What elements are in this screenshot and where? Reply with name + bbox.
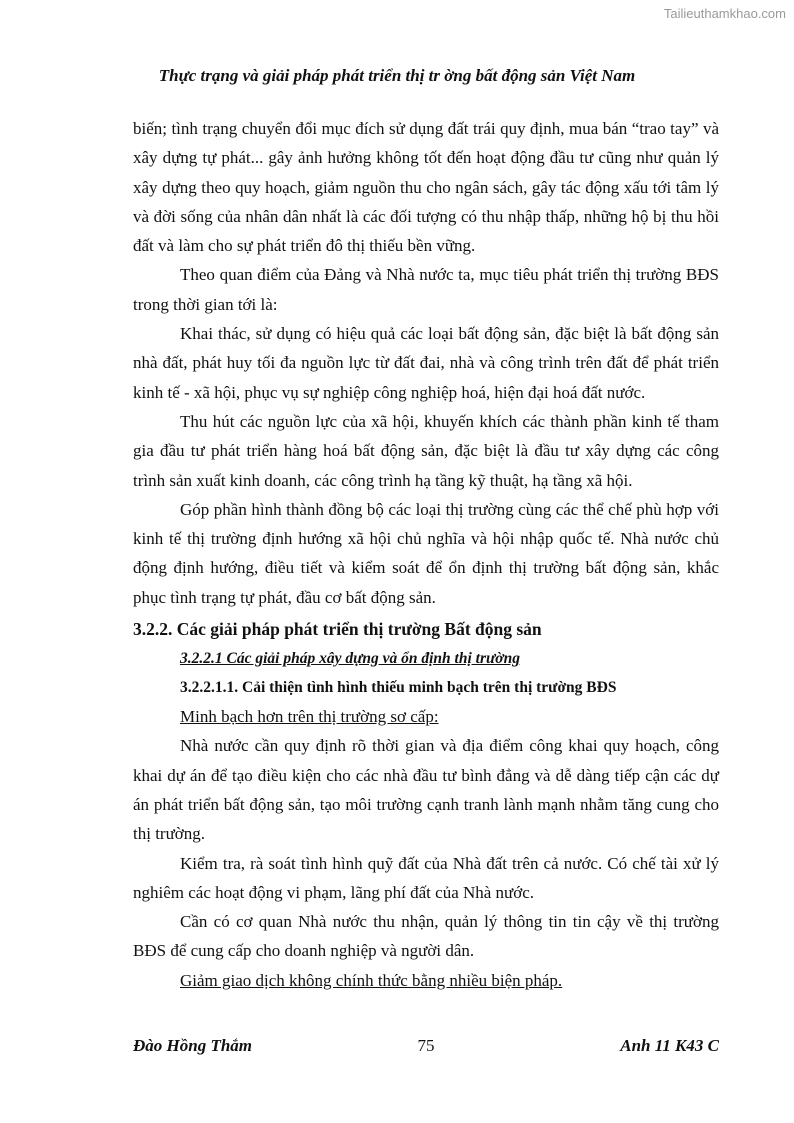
subheading-informal-transactions: Giảm giao dịch không chính thức bằng nhiều biện pháp.	[180, 970, 563, 990]
paragraph-7: Kiểm tra, rà soát tình hình quỹ đất của Nhà đất trên cả nước. Có chế tài xử lý nghiêm các hoạt động vi phạm, lãng phí đất của Nhà nước.	[133, 853, 719, 902]
page-number: 75	[417, 1036, 435, 1055]
subheading-primary-market: Minh bạch hơn trên thị trường sơ cấp:	[180, 707, 439, 727]
watermark: Tailieuthamkhao.com	[663, 6, 786, 21]
item-heading: 3.2.2.1.1. Cải thiện tình hình thiếu minh bạch trên thị trường BĐS	[180, 679, 617, 697]
paragraph-6: Nhà nước cần quy định rõ thời gian và địa điểm công khai quy hoạch, công khai dự án để tạo điều kiện cho các nhà đầu tư bình đẳng và dễ dàng tiếp cận các dự án phát triển bất động sản, tạo môi trường cạnh tranh lành mạnh nhằm tăng cung cho thị trường.	[133, 736, 719, 844]
footer-author: Đào Hồng Thắm	[133, 1036, 253, 1055]
section-heading: 3.2.2. Các giải pháp phát triển thị trường Bất động sản	[133, 619, 542, 640]
paragraph-4: Thu hút các nguồn lực của xã hội, khuyến khích các thành phần kinh tế tham gia đầu tư phát triển hàng hoá bất động sản, đặc biệt là đầu tư xây dựng các công trình sản xuất kinh doanh, các công trình hạ tầng kỹ thuật, hạ tầng xã hội.	[133, 411, 719, 490]
paragraph-2: Theo quan điểm của Đảng và Nhà nước ta, mục tiêu phát triển thị trường BĐS trong thời gian tới là:	[133, 265, 719, 314]
subsection-heading: 3.2.2.1 Các giải pháp xây dựng và ổn định thị trường	[180, 650, 520, 668]
paragraph-1: biến; tình trạng chuyển đổi mục đích sử dụng đất trái quy định, mua bán “trao tay” và xây dựng tự phát... gây ảnh hưởng không tốt đến hoạt động đầu tư cũng như quản lý xây dựng theo quy hoạch, giảm nguồn thu cho ngân sách, gây tác động xấu tới tâm lý và đời sống của nhân dân nhất là các đối tượng có thu nhập thấp, những hộ bị thu hồi đất và làm cho sự phát triển đô thị thiếu bền vững.	[133, 119, 719, 256]
paragraph-8: Cần có cơ quan Nhà nước thu nhận, quản lý thông tin tin cậy về thị trường BĐS để cung cấp cho doanh nghiệp và người dân.	[133, 912, 719, 961]
page-content	[133, 114, 719, 995]
footer-class: Anh 11 K43 C	[620, 1036, 719, 1055]
paragraph-3: Khai thác, sử dụng có hiệu quả các loại bất động sản, đặc biệt là bất động sản nhà đất, phát huy tối đa nguồn lực từ đất đai, nhà và công trình trên đất để phát triển kinh tế - xã hội, phục vụ sự nghiệp công nghiệp hoá, hiện đại hoá đất nước.	[133, 324, 719, 402]
paragraph-5: Góp phần hình thành đồng bộ các loại thị trường cùng các thể chế phù hợp với kinh tế thị trường định hướng xã hội chủ nghĩa và hội nhập quốc tế. Nhà nước chủ động định hướng, điều tiết và kiểm soát để ổn định thị trường bất động sản, khắc phục tình trạng tự phát, đầu cơ bất động sản.	[133, 499, 719, 607]
page-header: Thực trạng và giải pháp phát triển thị tr ờng bất động sản Việt Nam	[158, 66, 636, 85]
